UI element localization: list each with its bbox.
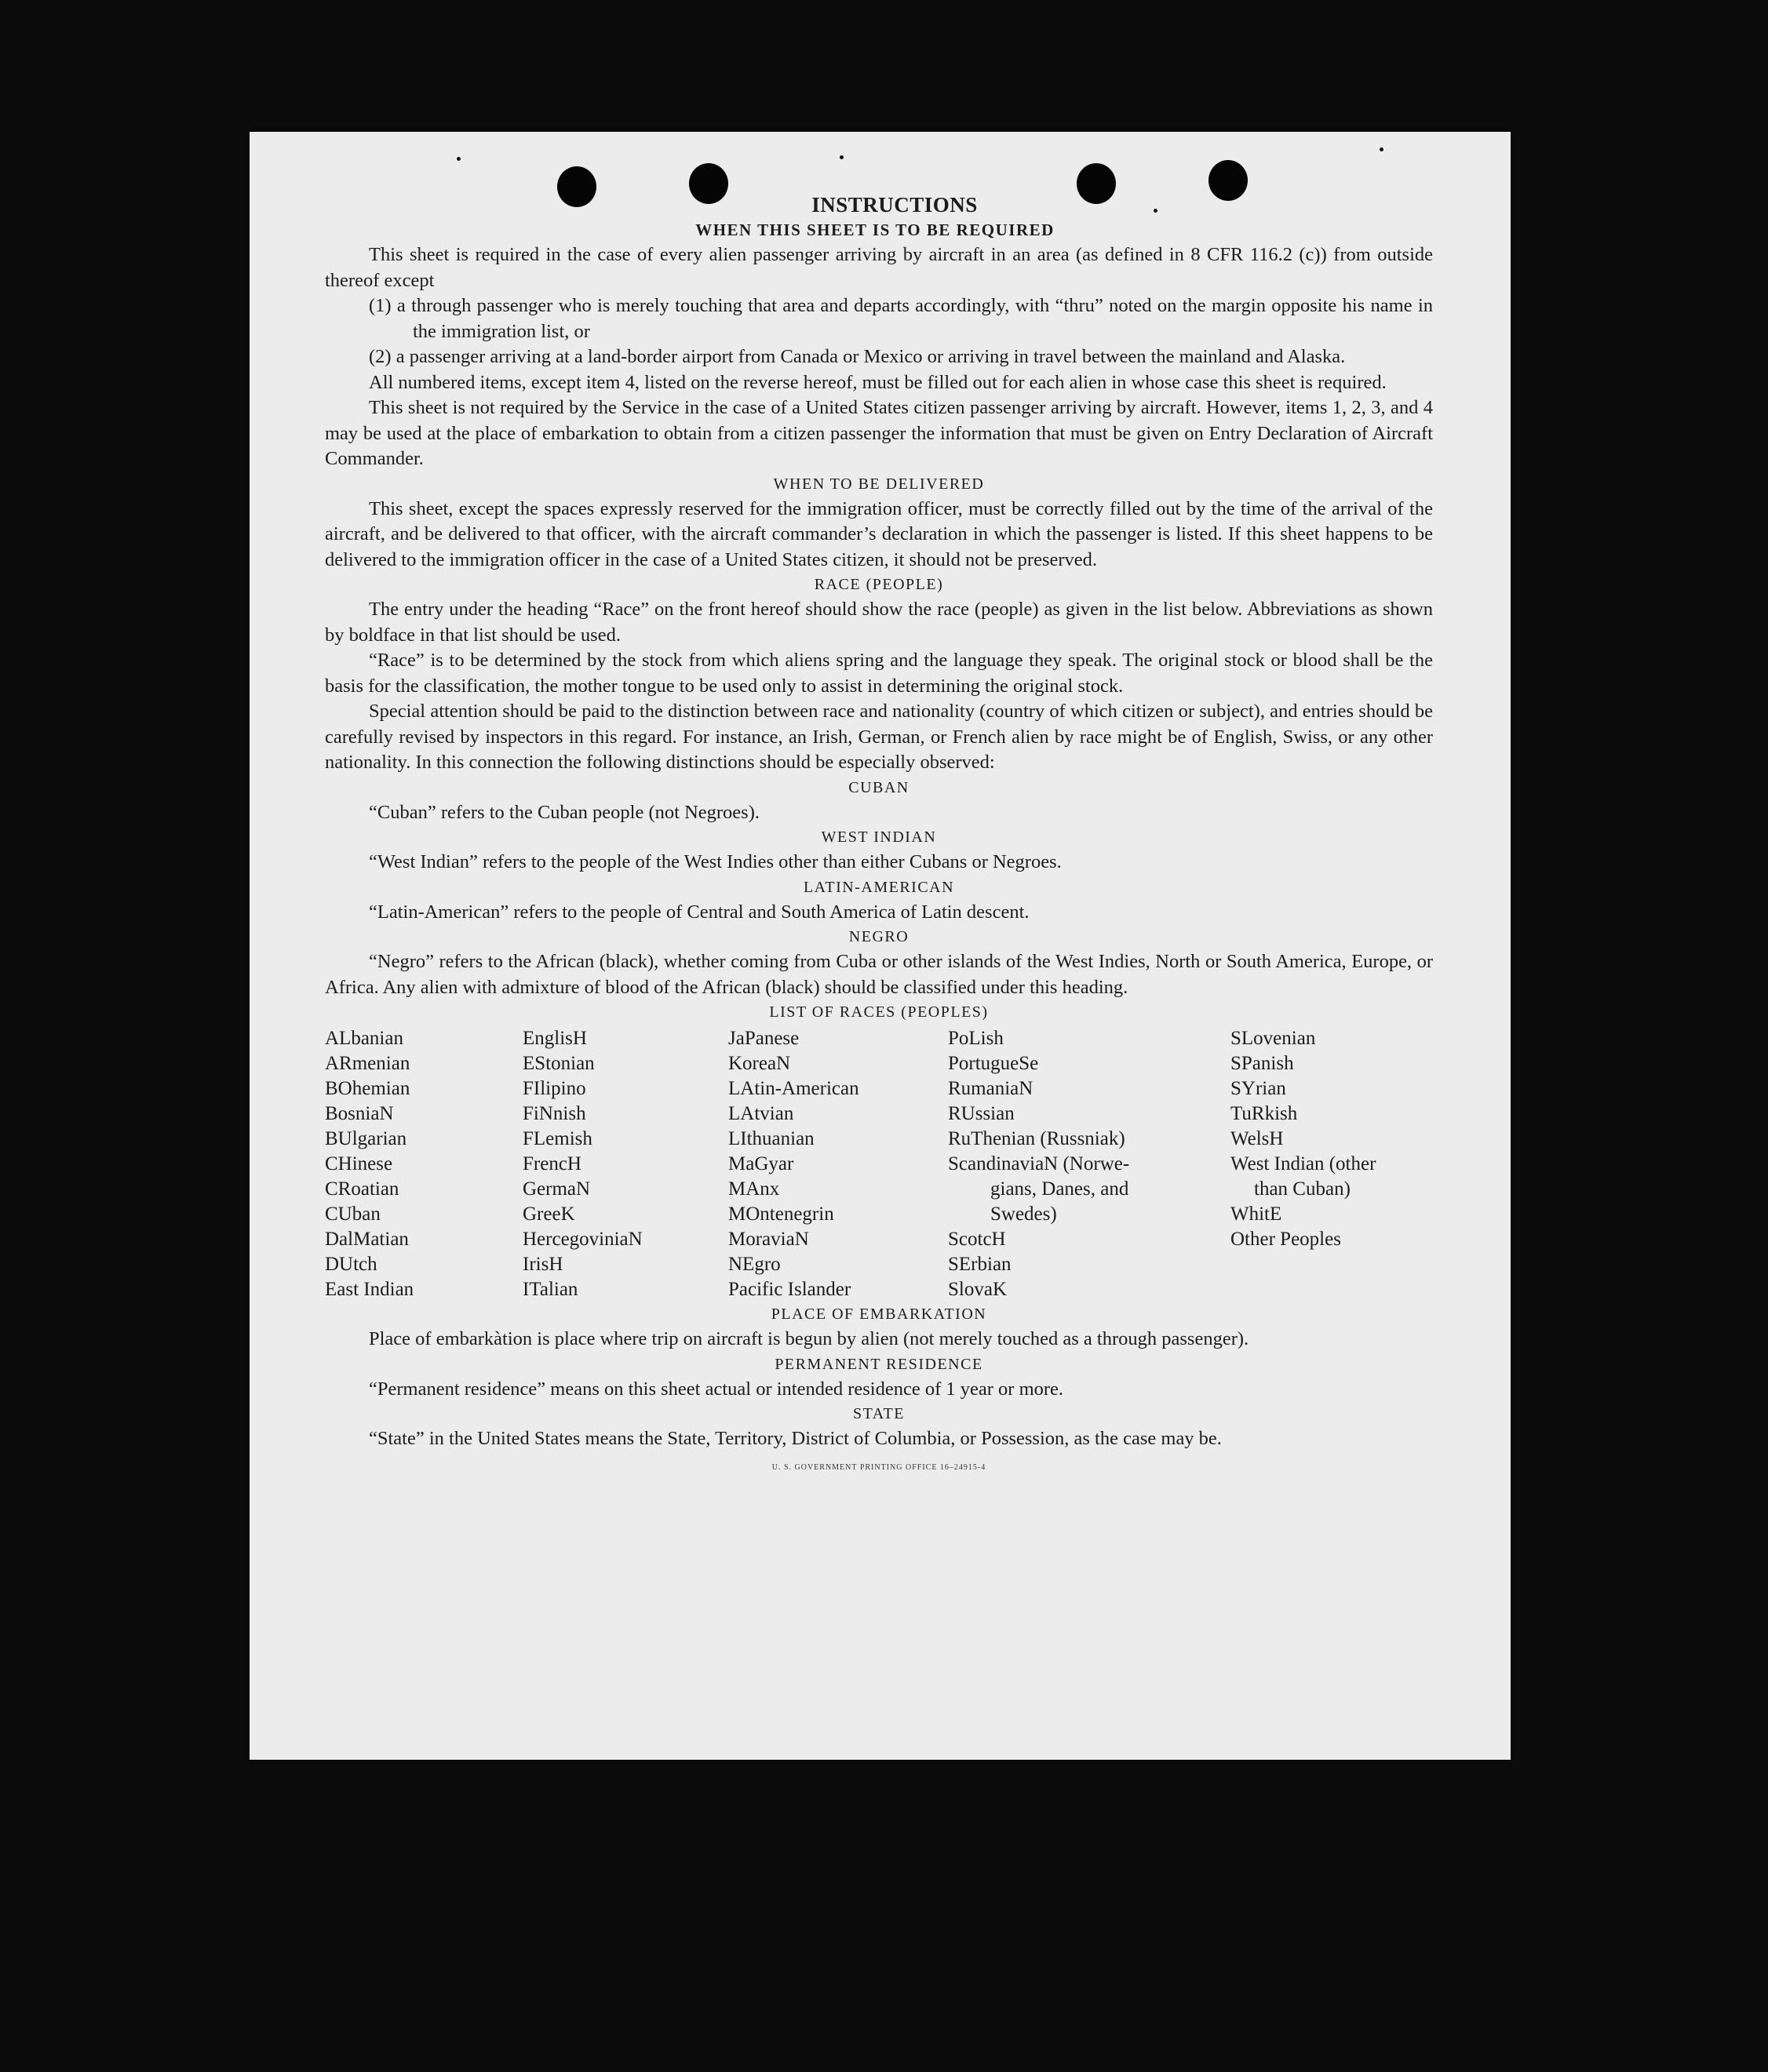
race-entry: KoreaN bbox=[728, 1053, 791, 1074]
race-entry: FrencH bbox=[523, 1153, 581, 1174]
race-entry: ITalian bbox=[523, 1279, 578, 1300]
heading-embarkation: PLACE OF EMBARKATION bbox=[771, 1305, 987, 1323]
race-entry: CRoatian bbox=[325, 1178, 399, 1200]
race-entry: MaGyar bbox=[728, 1153, 794, 1174]
race-entry: SLovenian bbox=[1230, 1028, 1316, 1049]
race-entry: BOhemian bbox=[325, 1078, 410, 1099]
race-entry: FIlipino bbox=[523, 1078, 586, 1099]
races-column bbox=[948, 1026, 1230, 1302]
heading-west-indian: WEST INDIAN bbox=[821, 828, 937, 846]
race-entry: East Indian bbox=[325, 1279, 414, 1300]
race-entry: ALbanian bbox=[325, 1028, 403, 1049]
race-entry: LIthuanian bbox=[728, 1128, 815, 1149]
race-entry: MOntenegrin bbox=[728, 1204, 834, 1225]
race-entry-continued: than Cuban) bbox=[1254, 1178, 1351, 1200]
paragraph: Place of embarkàtion is place where trip on aircraft is begun by alien (not merely touched as a through passenger). bbox=[369, 1328, 1249, 1349]
race-entry: TuRkish bbox=[1230, 1103, 1298, 1124]
race-entry: WhitE bbox=[1230, 1204, 1282, 1225]
race-entry: LAtvian bbox=[728, 1103, 794, 1124]
heading-delivered: WHEN TO BE DELIVERED bbox=[773, 475, 985, 493]
heading-state: STATE bbox=[853, 1405, 905, 1422]
race-entry: SYrian bbox=[1230, 1078, 1286, 1099]
race-entry: SErbian bbox=[948, 1254, 1012, 1275]
paragraph: “West Indian” refers to the people of the West Indies other than either Cubans or Negroes. bbox=[369, 851, 1062, 872]
paragraph: This sheet is not required by the Service in the case of a United States citizen passenger arriving by aircraft. However, items 1, 2, 3, and 4 may be used at the place of embarkation to obtain from a citizen passenger the information that must be given on Entry Declaration of Aircraft Commander. bbox=[325, 397, 1433, 469]
heading-list-of-races: LIST OF RACES (PEOPLES) bbox=[769, 1003, 989, 1021]
races-column bbox=[1230, 1026, 1433, 1302]
list-item: (1) a through passenger who is merely touching that area and departs accordingly, with “thru” noted on the margin opposite his name in the immigration list, or bbox=[369, 295, 1433, 342]
page-title: INSTRUCTIONS bbox=[811, 193, 978, 217]
heading-cuban: CUBAN bbox=[848, 778, 910, 796]
speck bbox=[840, 155, 844, 159]
paragraph: The entry under the heading “Race” on the front hereof should show the race (people) as given in the list below. Abbreviations as shown by boldface in that list should be used. bbox=[325, 599, 1433, 646]
races-column bbox=[523, 1026, 728, 1302]
race-entry: HercegoviniaN bbox=[523, 1229, 643, 1250]
paragraph: “Race” is to be determined by the stock from which aliens spring and the language they speak. The original stock or blood shall be the basis for the classification, the mother tongue to be used only to assist in determining the original stock. bbox=[325, 650, 1433, 697]
paragraph: All numbered items, except item 4, listed on the reverse hereof, must be filled out for each alien in whose case this sheet is required. bbox=[369, 371, 1387, 393]
race-entry: ScotcH bbox=[948, 1229, 1006, 1250]
race-entry: RUssian bbox=[948, 1103, 1015, 1124]
heading-race: RACE (PEOPLE) bbox=[814, 576, 944, 593]
races-column bbox=[325, 1026, 523, 1302]
paragraph: This sheet is required in the case of every alien passenger arriving by aircraft in an area (as defined in 8 CFR 116.2 (c)) from outside thereof except bbox=[325, 244, 1433, 291]
race-entry: BosniaN bbox=[325, 1103, 394, 1124]
race-entry: SPanish bbox=[1230, 1053, 1294, 1074]
race-entry: MoraviaN bbox=[728, 1229, 809, 1250]
race-entry: FLemish bbox=[523, 1128, 592, 1149]
race-entry: EStonian bbox=[523, 1053, 595, 1074]
document-sheet bbox=[250, 132, 1511, 1760]
race-entry: GermaN bbox=[523, 1178, 591, 1200]
race-entry-continued: Swedes) bbox=[990, 1204, 1057, 1225]
race-entry: ScandinaviaN (Norwe- bbox=[948, 1153, 1130, 1174]
race-entry: Other Peoples bbox=[1230, 1229, 1341, 1250]
race-entry: West Indian (other bbox=[1230, 1153, 1376, 1174]
race-entry: EnglisH bbox=[523, 1028, 587, 1049]
race-entry: PortugueSe bbox=[948, 1053, 1039, 1074]
heading-latin-american: LATIN-AMERICAN bbox=[803, 878, 955, 896]
paragraph: This sheet, except the spaces expressly reserved for the immigration officer, must be correctly filled out by the time of the arrival of the aircraft, and be delivered to that officer, with the aircraft commander’s declaration in which the passenger is listed. If this sheet happens to be delivered to the immigration officer in the case of a United States citizen, it should not be preserved. bbox=[325, 497, 1433, 570]
race-entry: WelsH bbox=[1230, 1128, 1284, 1149]
race-entry: RuThenian (Russniak) bbox=[948, 1128, 1125, 1149]
paragraph: “State” in the United States means the State, Territory, District of Columbia, or Possession, as the case may be. bbox=[369, 1428, 1222, 1449]
speck bbox=[457, 157, 461, 161]
race-entry: NEgro bbox=[728, 1254, 781, 1275]
race-entry: SlovaK bbox=[948, 1279, 1007, 1300]
race-entry: CUban bbox=[325, 1204, 381, 1225]
paragraph: Special attention should be paid to the distinction between race and nationality (country of which citizen or subject), and entries should be carefully revised by inspectors in this regard. For instance, an Irish, German, or French alien by race might be of English, Swiss, or any other nationality. In this connection the following distinctions should be especially observed: bbox=[325, 701, 1433, 773]
paragraph: “Cuban” refers to the Cuban people (not Negroes). bbox=[369, 801, 760, 823]
instructions-content bbox=[325, 191, 1433, 1480]
paragraph: “Latin-American” refers to the people of Central and South America of Latin descent. bbox=[369, 901, 1030, 923]
race-entry: JaPanese bbox=[728, 1028, 800, 1049]
race-entry: GreeK bbox=[523, 1204, 575, 1225]
list-item: (2) a passenger arriving at a land-border airport from Canada or Mexico or arriving in travel between the mainland and Alaska. bbox=[369, 346, 1346, 367]
race-entry: DalMatian bbox=[325, 1229, 409, 1250]
race-entry: IrisH bbox=[523, 1254, 563, 1275]
race-entry: BUlgarian bbox=[325, 1128, 407, 1149]
race-entry: Pacific Islander bbox=[728, 1279, 851, 1300]
paragraph: “Negro” refers to the African (black), whether coming from Cuba or other islands of the West Indies, North or South America, Europe, or Africa. Any alien with admixture of blood of the African (black) should be classified under this heading. bbox=[325, 951, 1433, 998]
race-entry: ARmenian bbox=[325, 1053, 410, 1074]
race-entry: RumaniaN bbox=[948, 1078, 1033, 1099]
race-entry: MAnx bbox=[728, 1178, 780, 1200]
heading-required: WHEN THIS SHEET IS TO BE REQUIRED bbox=[695, 220, 1055, 239]
paragraph: “Permanent residence” means on this sheet actual or intended residence of 1 year or more. bbox=[369, 1378, 1064, 1400]
race-entry: LAtin-American bbox=[728, 1078, 859, 1099]
race-entry: FiNnish bbox=[523, 1103, 586, 1124]
speck bbox=[1380, 147, 1383, 151]
printer-imprint: U. S. GOVERNMENT PRINTING OFFICE 16–24915-4 bbox=[771, 1462, 986, 1472]
races-table bbox=[325, 1026, 1433, 1302]
race-entry: DUtch bbox=[325, 1254, 377, 1275]
race-entry: CHinese bbox=[325, 1153, 393, 1174]
heading-negro: NEGRO bbox=[848, 928, 910, 945]
races-column bbox=[728, 1026, 948, 1302]
race-entry-continued: gians, Danes, and bbox=[990, 1178, 1129, 1200]
race-entry: PoLish bbox=[948, 1028, 1004, 1049]
heading-permanent-residence: PERMANENT RESIDENCE bbox=[775, 1355, 983, 1373]
